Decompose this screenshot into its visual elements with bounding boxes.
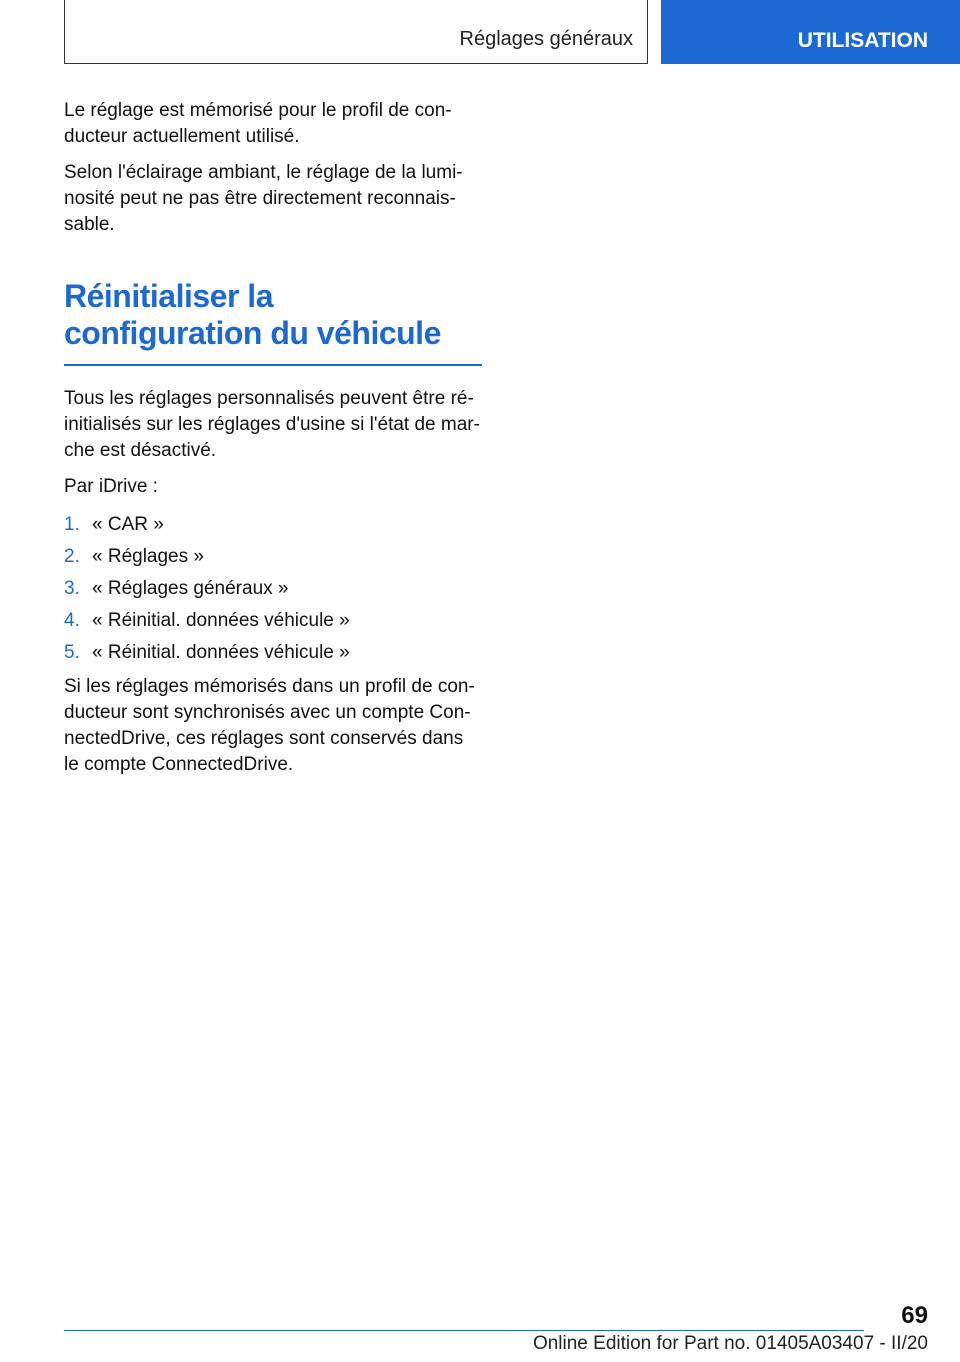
footer-divider — [64, 1330, 864, 1331]
header-section-box — [64, 0, 648, 64]
step-item — [64, 544, 482, 570]
step-number: 1. — [64, 514, 80, 535]
step-number: 4. — [64, 610, 80, 631]
page-number: 69 — [901, 1302, 928, 1329]
step-text: « CAR » — [92, 514, 164, 535]
chapter-tab[interactable] — [661, 0, 960, 64]
intro-paragraph-2: Selon l'éclairage ambiant, le réglage de la lumi-nosité peut ne pas être directement reconnais-sable. — [64, 162, 463, 235]
intro-paragraph-1: Le réglage est mémorisé pour le profil de con-ducteur actuellement utilisé. — [64, 100, 452, 147]
chapter-tab-label: UTILISATION — [797, 29, 928, 52]
step-item — [64, 640, 482, 666]
step-item — [64, 608, 482, 634]
step-number: 2. — [64, 546, 80, 567]
heading-divider — [64, 364, 482, 366]
section-title: Réglages généraux — [459, 28, 633, 50]
step-number: 5. — [64, 642, 80, 663]
step-number: 3. — [64, 578, 80, 599]
step-list — [64, 512, 482, 666]
step-text: « Réinitial. données véhicule » — [92, 642, 350, 663]
step-text: « Réinitial. données véhicule » — [92, 610, 350, 631]
edition-info: Online Edition for Part no. 01405A03407 - II/20 — [532, 1333, 928, 1354]
step-text: « Réglages » — [92, 546, 204, 567]
closing-paragraph: Si les réglages mémorisés dans un profil de con-ducteur sont synchronisés avec un compte Con-nectedDrive, ces réglages sont conservés dans le compte ConnectedDrive. — [64, 676, 475, 775]
body-paragraph: Tous les réglages personnalisés peuvent être ré-initialisés sur les réglages d'usine si l'état de mar-che est désactivé. — [64, 388, 480, 461]
idrive-intro: Par iDrive : — [64, 476, 158, 497]
step-text: « Réglages généraux » — [92, 578, 289, 599]
section-heading-line-1: Réinitialiser la — [64, 278, 273, 314]
step-item — [64, 512, 482, 538]
section-heading — [64, 278, 482, 352]
step-item — [64, 576, 482, 602]
page-content — [64, 98, 482, 788]
section-heading-line-2: configuration du véhicule — [64, 315, 441, 351]
